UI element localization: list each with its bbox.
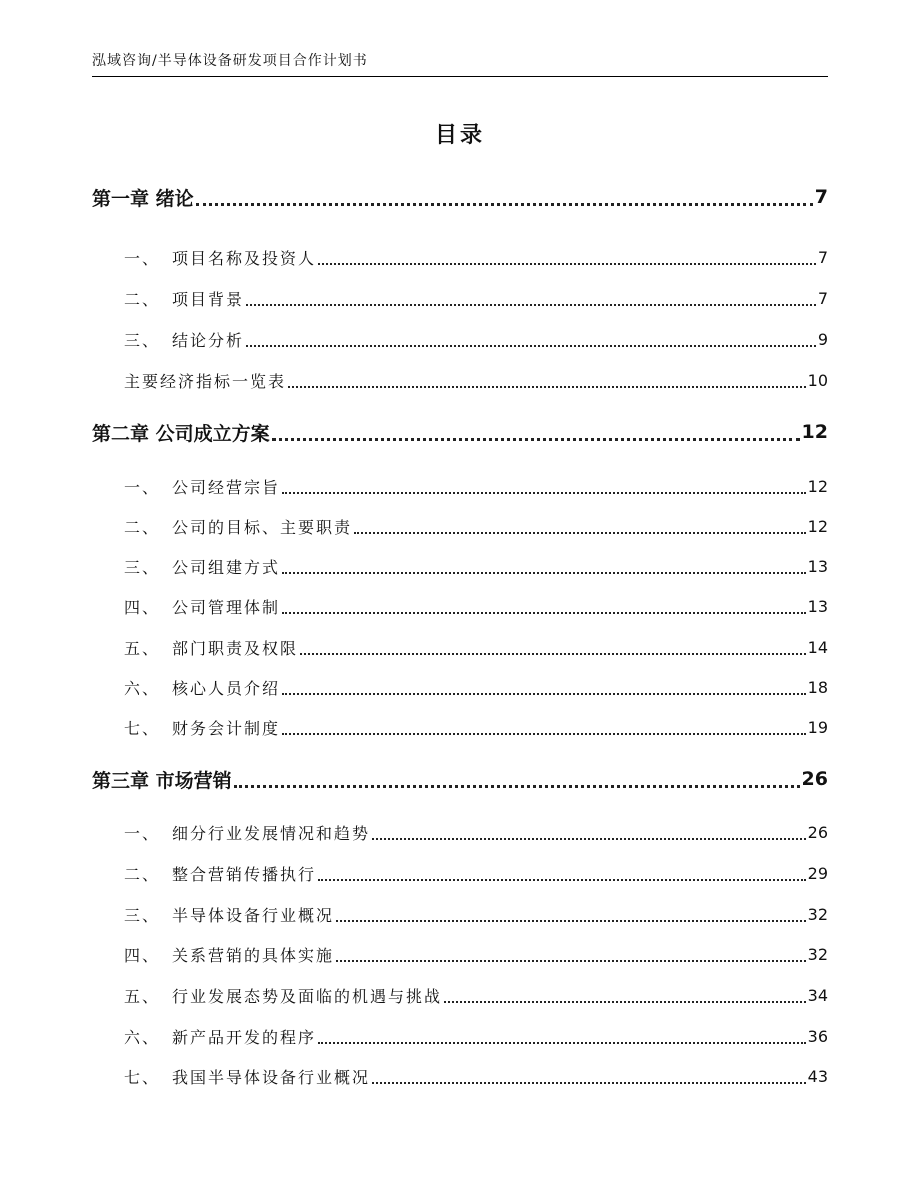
toc-section-number: 一、 bbox=[124, 477, 161, 497]
toc-entry-label: 新产品开发的程序 bbox=[172, 1027, 317, 1047]
toc-section[interactable] bbox=[92, 1061, 828, 1091]
toc-entry-label: 我国半导体设备行业概况 bbox=[172, 1067, 371, 1087]
running-header: 泓域咨询/半导体设备研发项目合作计划书 bbox=[92, 50, 828, 77]
toc-section-number: 七、 bbox=[124, 718, 161, 738]
toc-section[interactable] bbox=[92, 980, 828, 1010]
toc-entry-label: 主要经济指标一览表 bbox=[124, 371, 287, 391]
toc-entry-label: 公司管理体制 bbox=[172, 597, 281, 617]
dot-leader bbox=[288, 386, 806, 388]
toc-entry-label: 结论分析 bbox=[172, 330, 245, 350]
toc-chapter-3[interactable] bbox=[92, 764, 828, 794]
toc-page-number: 9 bbox=[817, 329, 828, 349]
dot-leader bbox=[196, 203, 813, 206]
dot-leader bbox=[318, 263, 816, 265]
toc-section-number: 五、 bbox=[124, 986, 161, 1006]
toc-page-number: 7 bbox=[817, 288, 828, 308]
dot-leader bbox=[246, 304, 816, 306]
dot-leader bbox=[282, 572, 806, 574]
toc-page-number: 7 bbox=[814, 186, 828, 208]
toc-entry-label: 行业发展态势及面临的机遇与挑战 bbox=[172, 986, 443, 1006]
toc-page-number: 43 bbox=[807, 1066, 828, 1086]
toc-page-number: 12 bbox=[807, 476, 828, 496]
toc-section[interactable] bbox=[92, 712, 828, 742]
dot-leader bbox=[282, 733, 806, 735]
toc-page-number: 36 bbox=[807, 1026, 828, 1046]
toc-section-number: 六、 bbox=[124, 678, 161, 698]
toc-section[interactable] bbox=[92, 242, 828, 272]
toc-entry-label: 公司经营宗旨 bbox=[172, 477, 281, 497]
toc-section-number: 三、 bbox=[124, 330, 161, 350]
toc-section[interactable] bbox=[92, 1021, 828, 1051]
toc-section-number: 三、 bbox=[124, 905, 161, 925]
toc-entry-label: 关系营销的具体实施 bbox=[172, 945, 335, 965]
dot-leader bbox=[300, 653, 806, 655]
toc-section-number: 三、 bbox=[124, 557, 161, 577]
toc-entry-label: 部门职责及权限 bbox=[172, 638, 299, 658]
toc-entry-label: 公司的目标、主要职责 bbox=[172, 517, 353, 537]
toc-entry-label: 核心人员介绍 bbox=[172, 678, 281, 698]
toc-chapter-1[interactable] bbox=[92, 182, 828, 212]
toc-section-number: 二、 bbox=[124, 864, 161, 884]
toc-page-number: 32 bbox=[807, 904, 828, 924]
toc-section-number: 四、 bbox=[124, 945, 161, 965]
toc-entry-label: 项目背景 bbox=[172, 289, 245, 309]
dot-leader bbox=[318, 1042, 806, 1044]
toc-section[interactable] bbox=[92, 551, 828, 581]
dot-leader bbox=[318, 879, 806, 881]
toc-section[interactable] bbox=[92, 817, 828, 847]
toc-entry-label: 第一章 绪论 bbox=[92, 187, 194, 210]
dot-leader bbox=[282, 492, 806, 494]
toc-section[interactable] bbox=[92, 672, 828, 702]
toc-entry-label: 项目名称及投资人 bbox=[172, 248, 317, 268]
toc-section-number: 七、 bbox=[124, 1067, 161, 1087]
toc-section-number: 六、 bbox=[124, 1027, 161, 1047]
toc-page-number: 13 bbox=[807, 596, 828, 616]
toc-page-number: 18 bbox=[807, 677, 828, 697]
dot-leader bbox=[272, 438, 800, 441]
dot-leader bbox=[336, 960, 806, 962]
toc-page-number: 14 bbox=[807, 637, 828, 657]
toc-section-number: 二、 bbox=[124, 289, 161, 309]
toc-section[interactable] bbox=[92, 471, 828, 501]
toc-section[interactable] bbox=[92, 324, 828, 354]
toc-section[interactable] bbox=[92, 511, 828, 541]
toc-entry-label: 公司组建方式 bbox=[172, 557, 281, 577]
dot-leader bbox=[282, 693, 806, 695]
toc-page-number: 12 bbox=[807, 516, 828, 536]
toc-entry-label: 半导体设备行业概况 bbox=[172, 905, 335, 925]
toc-section[interactable] bbox=[92, 858, 828, 888]
toc-page-number: 13 bbox=[807, 556, 828, 576]
toc-section[interactable] bbox=[92, 939, 828, 969]
toc-page-number: 19 bbox=[807, 717, 828, 737]
dot-leader bbox=[336, 920, 806, 922]
dot-leader bbox=[372, 838, 806, 840]
toc-entry-label: 财务会计制度 bbox=[172, 718, 281, 738]
page-title: 目录 bbox=[434, 123, 485, 148]
toc-page-number: 26 bbox=[801, 768, 828, 790]
toc-section[interactable] bbox=[92, 283, 828, 313]
toc-section-number: 二、 bbox=[124, 517, 161, 537]
dot-leader bbox=[246, 345, 816, 347]
toc-section[interactable] bbox=[92, 591, 828, 621]
dot-leader bbox=[234, 785, 800, 788]
toc-page-number: 34 bbox=[807, 985, 828, 1005]
toc-entry-label: 第三章 市场营销 bbox=[92, 769, 232, 792]
toc-section-number: 五、 bbox=[124, 638, 161, 658]
toc-chapter-2[interactable] bbox=[92, 417, 828, 447]
toc-entry-label: 细分行业发展情况和趋势 bbox=[172, 823, 371, 843]
dot-leader bbox=[354, 532, 806, 534]
dot-leader bbox=[372, 1082, 806, 1084]
toc-page-number: 26 bbox=[807, 822, 828, 842]
toc-page-number: 12 bbox=[801, 421, 828, 443]
toc-section[interactable] bbox=[92, 899, 828, 929]
toc-section[interactable] bbox=[92, 365, 828, 395]
toc-section-number: 一、 bbox=[124, 248, 161, 268]
toc-entry-label: 第二章 公司成立方案 bbox=[92, 422, 270, 445]
toc-section[interactable] bbox=[92, 632, 828, 662]
toc-section-number: 一、 bbox=[124, 823, 161, 843]
toc-page-number: 7 bbox=[817, 247, 828, 267]
dot-leader bbox=[282, 612, 806, 614]
toc-page-number: 29 bbox=[807, 863, 828, 883]
toc-section-number: 四、 bbox=[124, 597, 161, 617]
toc-page-number: 10 bbox=[807, 370, 828, 390]
dot-leader bbox=[444, 1001, 806, 1003]
toc-page-number: 32 bbox=[807, 944, 828, 964]
toc-entry-label: 整合营销传播执行 bbox=[172, 864, 317, 884]
